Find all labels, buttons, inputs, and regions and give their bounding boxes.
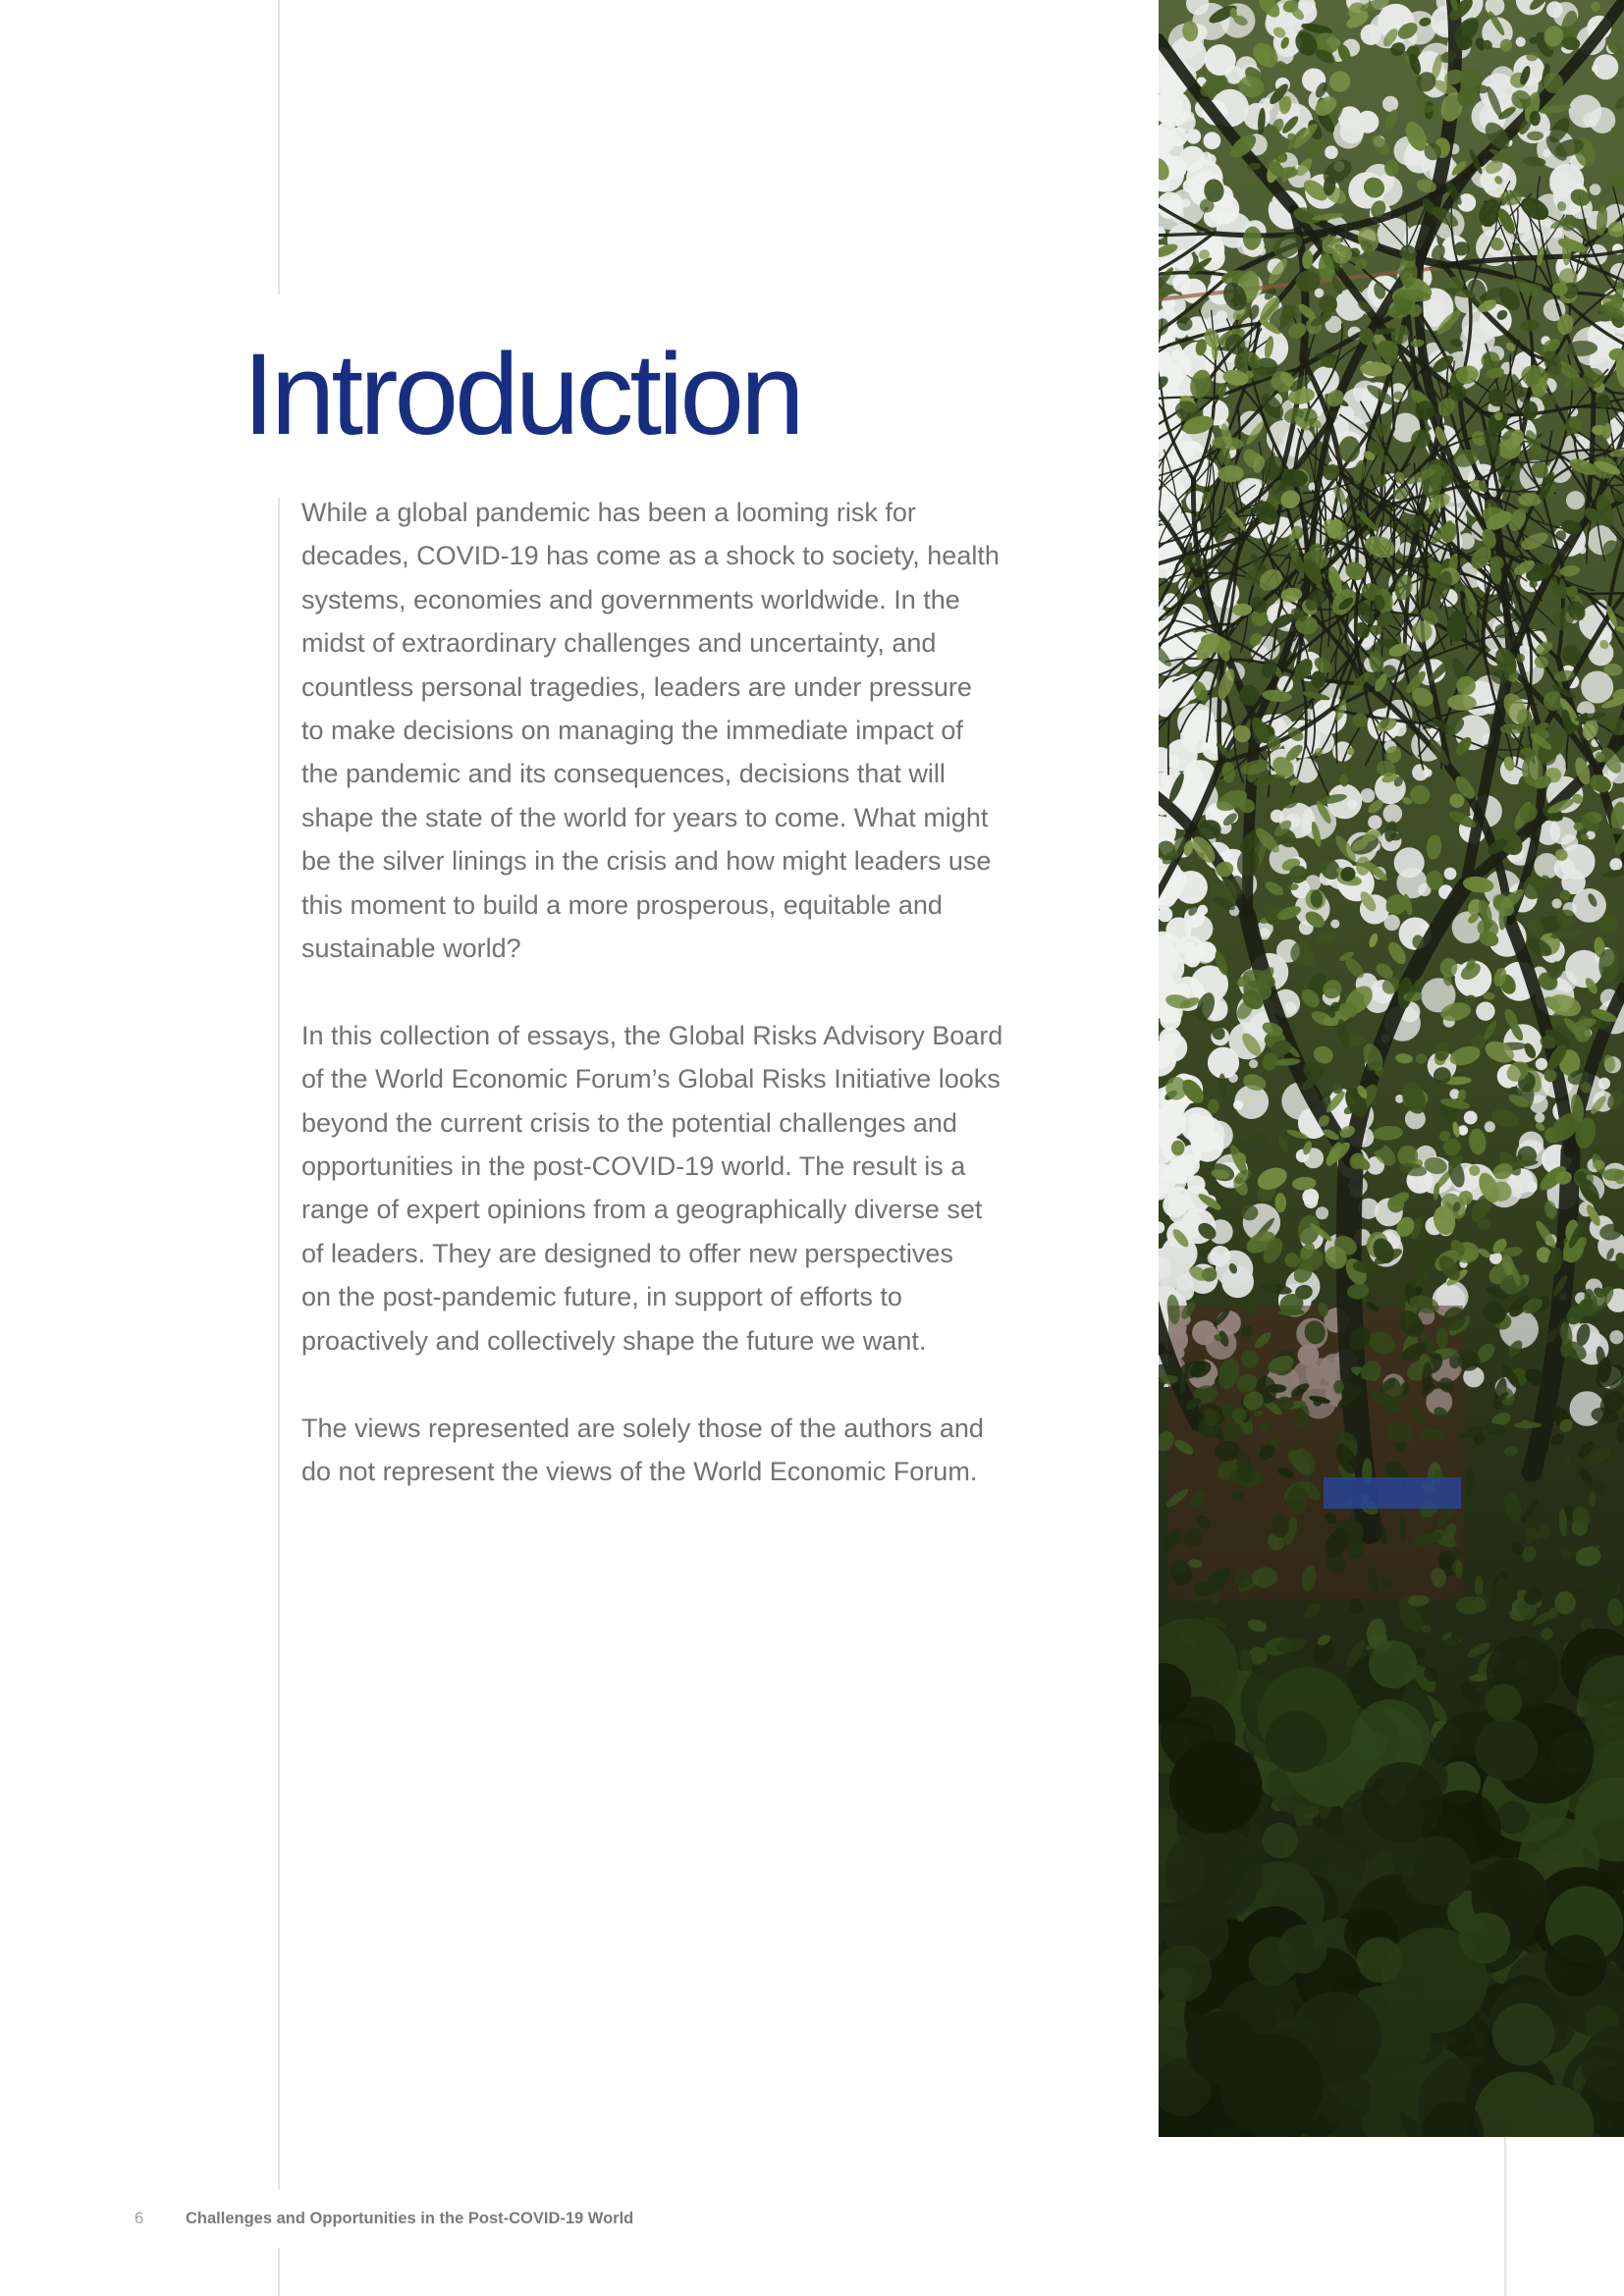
tree-photo-graphic (1159, 0, 1624, 2137)
paragraph-line: the pandemic and its consequences, decisions that will (301, 759, 946, 789)
paragraph-line: of the World Economic Forum’s Global Risks Initiative looks (301, 1064, 1001, 1095)
paragraph-line: shape the state of the world for years to come. What might (301, 802, 989, 832)
margin-rule-top (278, 0, 280, 294)
paragraph-line: beyond the current crisis to the potential challenges and (301, 1107, 957, 1138)
paragraph-line: on the post-pandemic future, in support of efforts to (301, 1282, 902, 1312)
running-footer-title: Challenges and Opportunities in the Post-COVID-19 World (186, 2210, 634, 2227)
intro-paragraph-1 (301, 491, 1002, 970)
paragraph-line: decades, COVID-19 has come as a shock to society, health (301, 541, 1000, 571)
paragraph-line: sustainable world? (301, 934, 521, 964)
margin-rule-body (278, 498, 280, 2189)
paragraph-line: to make decisions on managing the immediate impact of (301, 716, 963, 746)
paragraph-line: countless personal tragedies, leaders are under pressure (301, 671, 972, 702)
paragraph-line: In this collection of essays, the Global Risks Advisory Board (301, 1020, 1003, 1050)
margin-rule-right (1504, 2137, 1506, 2296)
paragraph-line: The views represented are solely those of the authors and (301, 1413, 984, 1443)
paragraph-line: While a global pandemic has been a looming risk for (301, 498, 916, 527)
paragraph-line: midst of extraordinary challenges and uncertainty, and (301, 628, 937, 659)
paragraph-line: proactively and collectively shape the future we want. (301, 1325, 927, 1356)
margin-rule-bottom (278, 2248, 280, 2296)
paragraph-line: of leaders. They are designed to offer new perspectives (301, 1238, 953, 1268)
paragraph-line: opportunities in the post-COVID-19 world. The result is a (301, 1151, 966, 1182)
paragraph-line: this moment to build a more prosperous, equitable and (301, 889, 943, 920)
tree-photo (1159, 0, 1624, 2137)
paragraph-line: do not represent the views of the World Economic Forum. (301, 1456, 978, 1486)
intro-paragraph-3 (301, 1407, 1002, 1494)
paragraph-line: systems, economies and governments worldwide. In the (301, 584, 960, 614)
page-title: Introduction (243, 330, 801, 459)
page-number: 6 (135, 2210, 144, 2227)
intro-body (301, 491, 1002, 1537)
paragraph-line: be the silver linings in the crisis and how might leaders use (301, 846, 992, 877)
paragraph-line: range of expert opinions from a geographically diverse set (301, 1195, 983, 1225)
intro-paragraph-2 (301, 1014, 1002, 1362)
